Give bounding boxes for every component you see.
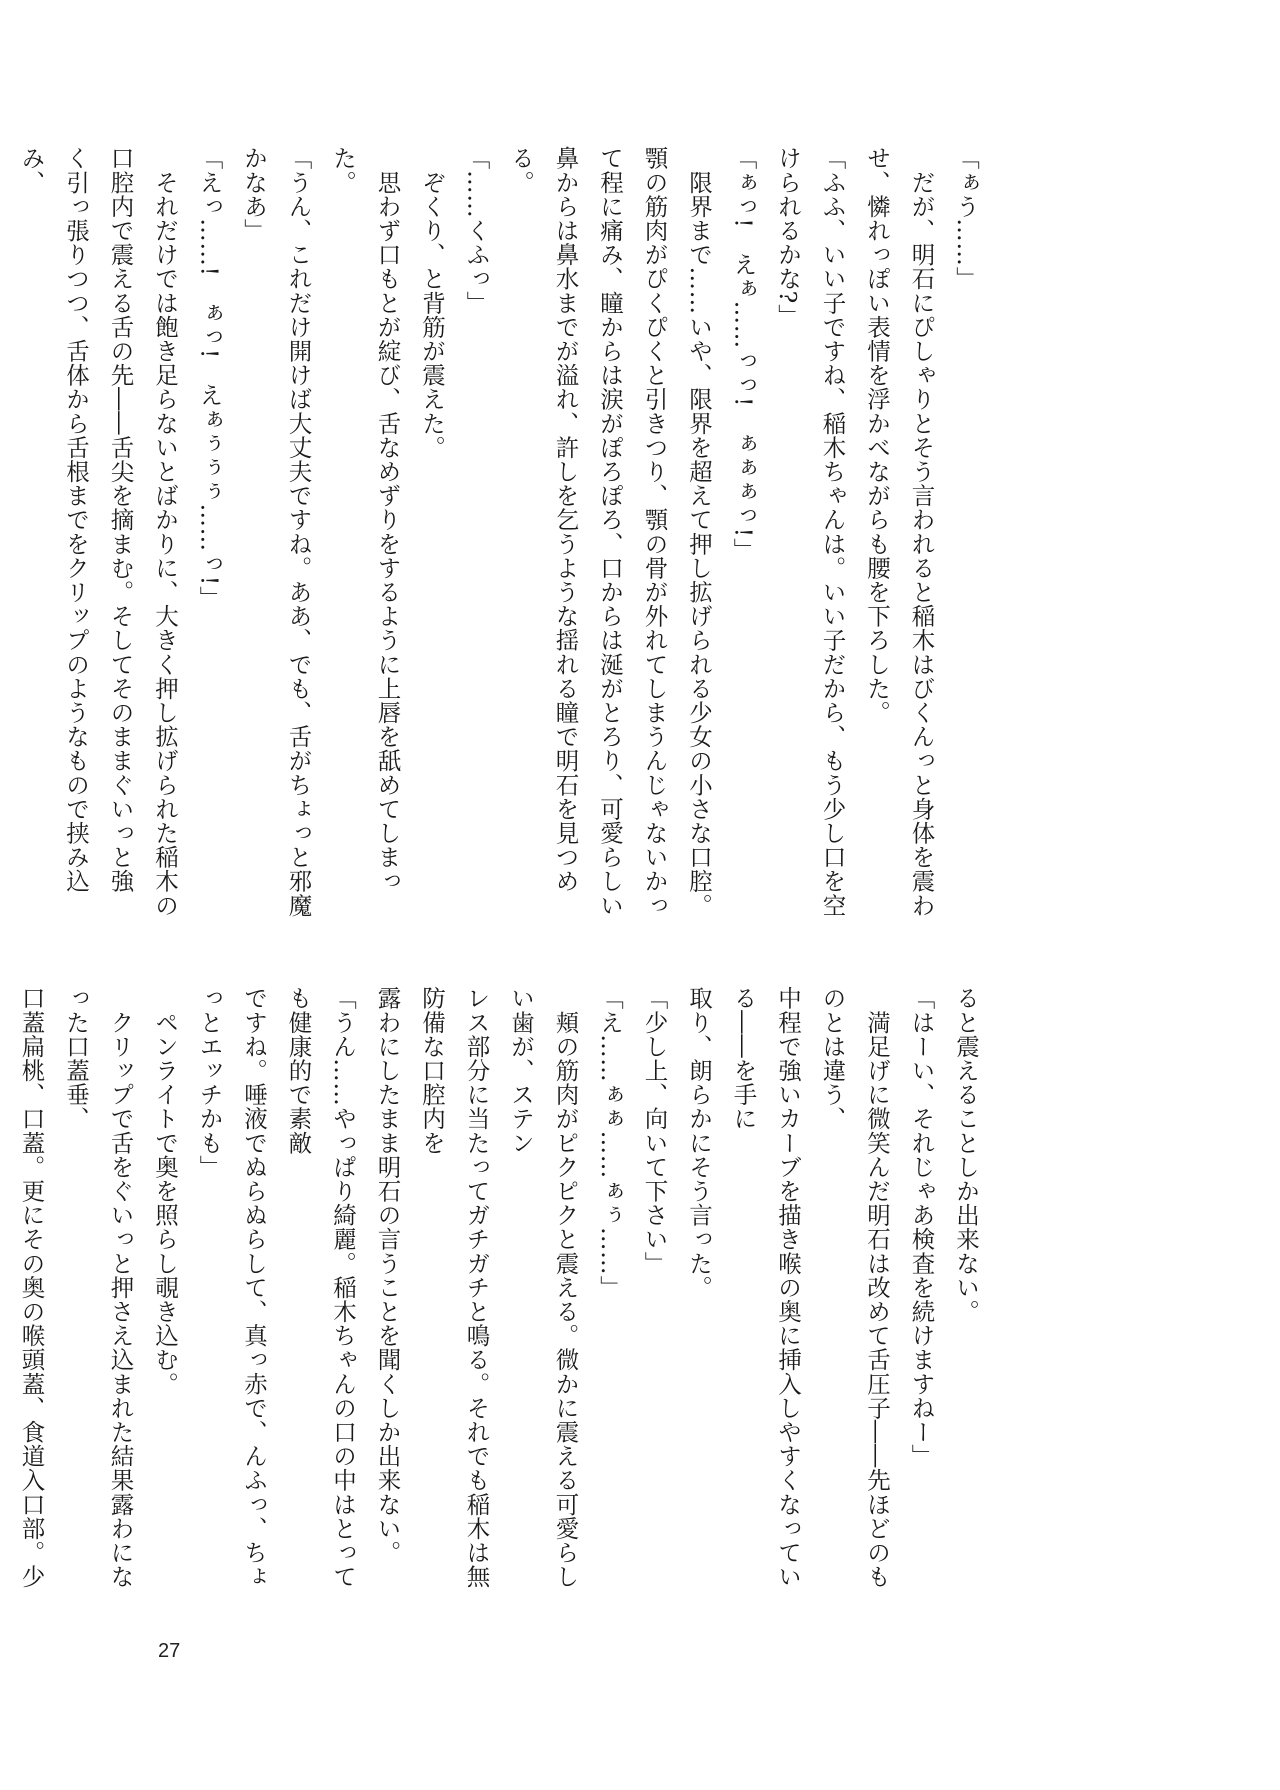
lower-text-block — [17, 986, 988, 1596]
upper-text-block — [17, 146, 988, 936]
text-line: 「ぁっ! えぁ……っっ! ぁぁぁっ!」 — [729, 146, 758, 562]
text-line: 「うん……やっぱり綺麗。稲木ちゃんの口の中はとっても健康的で素敵 — [284, 986, 357, 1589]
text-line: だが、明石にぴしゃりとそう言われると稲木はびくんっと身体を震わ — [907, 146, 936, 918]
text-line: 頬の筋肉がピクピクと震える。微かに震える可愛らしい歯が、ステン — [507, 986, 580, 1589]
text-line: レス部分に当たってガチガチと鳴る。それでも稲木は無防備な口腔内を — [418, 986, 491, 1589]
text-line: 「えっ……! ぁっ! えぁぅぅぅ……っ!」 — [195, 146, 224, 610]
text-line: 「はーい、それじゃあ検査を続けますねー」 — [907, 986, 936, 1468]
text-line: せ、憐れっぽい表情を浮かべながらも腰を下ろした。 — [863, 146, 891, 725]
text-line: 顎の筋肉がぴくぴくと引きつり、顎の骨が外れてしまうんじゃないかっ — [640, 146, 669, 918]
text-line: 満足げに微笑んだ明石は改めて舌圧子――先ほどのものとは違う、 — [818, 986, 891, 1589]
text-line: 「え……ぁぁ……ぁぅ……」 — [596, 986, 624, 1300]
text-line: 思わず口もとが綻び、舌なめずりをするように上唇を舐めてしまった。 — [329, 146, 402, 894]
page-number: 27 — [158, 1640, 181, 1662]
text-line: く引っ張りつつ、舌体から舌根までをクリップのようなもので挟み込み、 — [17, 146, 90, 894]
text-line: 口腔内で震える舌の先――舌尖を摘まむ。そしてそのままぐいっと強 — [106, 146, 135, 894]
text-line — [0, 146, 9, 936]
text-line: 限界まで……いや、限界を超えて押し拡げられる少女の小さな口腔。 — [685, 146, 713, 918]
text-line: 「ふふ、いい子ですね、稲木ちゃんは。いい子だから、もう少し口を空 — [818, 146, 847, 918]
text-line: 口蓋扁桃、口蓋。更にその奥の喉頭蓋、食道入口部。少 — [17, 986, 46, 1589]
text-line: 露わにしたまま明石の言うことを聞くしか出来ない。 — [373, 986, 402, 1565]
text-line: ですね。唾液でぬらぬらして、真っ赤で、んふっ、ちょっとエッチかも」 — [195, 986, 268, 1589]
text-line: 中程で強いカーブを描き喉の奥に挿入しやすくなっている――を手に — [729, 986, 802, 1589]
text-line: ペンライトで奥を照らし覗き込む。 — [151, 986, 179, 1396]
text-line: 「少し上、向いて下さい」 — [640, 986, 669, 1276]
text-line: 「うん、これだけ開けば大丈夫ですね。ああ、でも、舌がちょっと邪魔 — [284, 146, 313, 918]
text-line: けられるかな?」 — [774, 146, 802, 328]
text-line: クリップで舌をぐいっと押さえ込まれた結果露わになった口蓋垂、 — [62, 986, 135, 1589]
text-line: それだけでは飽き足らないとばかりに、大きく押し拡げられた稲木の — [151, 146, 179, 918]
text-line: 取り、朗らかにそう言った。 — [685, 986, 713, 1300]
text-line: 「……くふっ」 — [462, 146, 491, 315]
text-line: 「ぁう……」 — [952, 146, 980, 291]
text-line: て程に痛み、瞳からは涙がぽろぽろ、口からは涎がとろり、可愛らしい — [596, 146, 624, 918]
text-line: ぞくり、と背筋が震えた。 — [418, 146, 446, 460]
text-line: かなあ」 — [240, 146, 268, 243]
text-line: ると震えることしか出来ない。 — [952, 986, 980, 1324]
text-line: 鼻からは鼻水までが溢れ、許しを乞うような揺れる瞳で明石を見つめる。 — [507, 146, 580, 894]
